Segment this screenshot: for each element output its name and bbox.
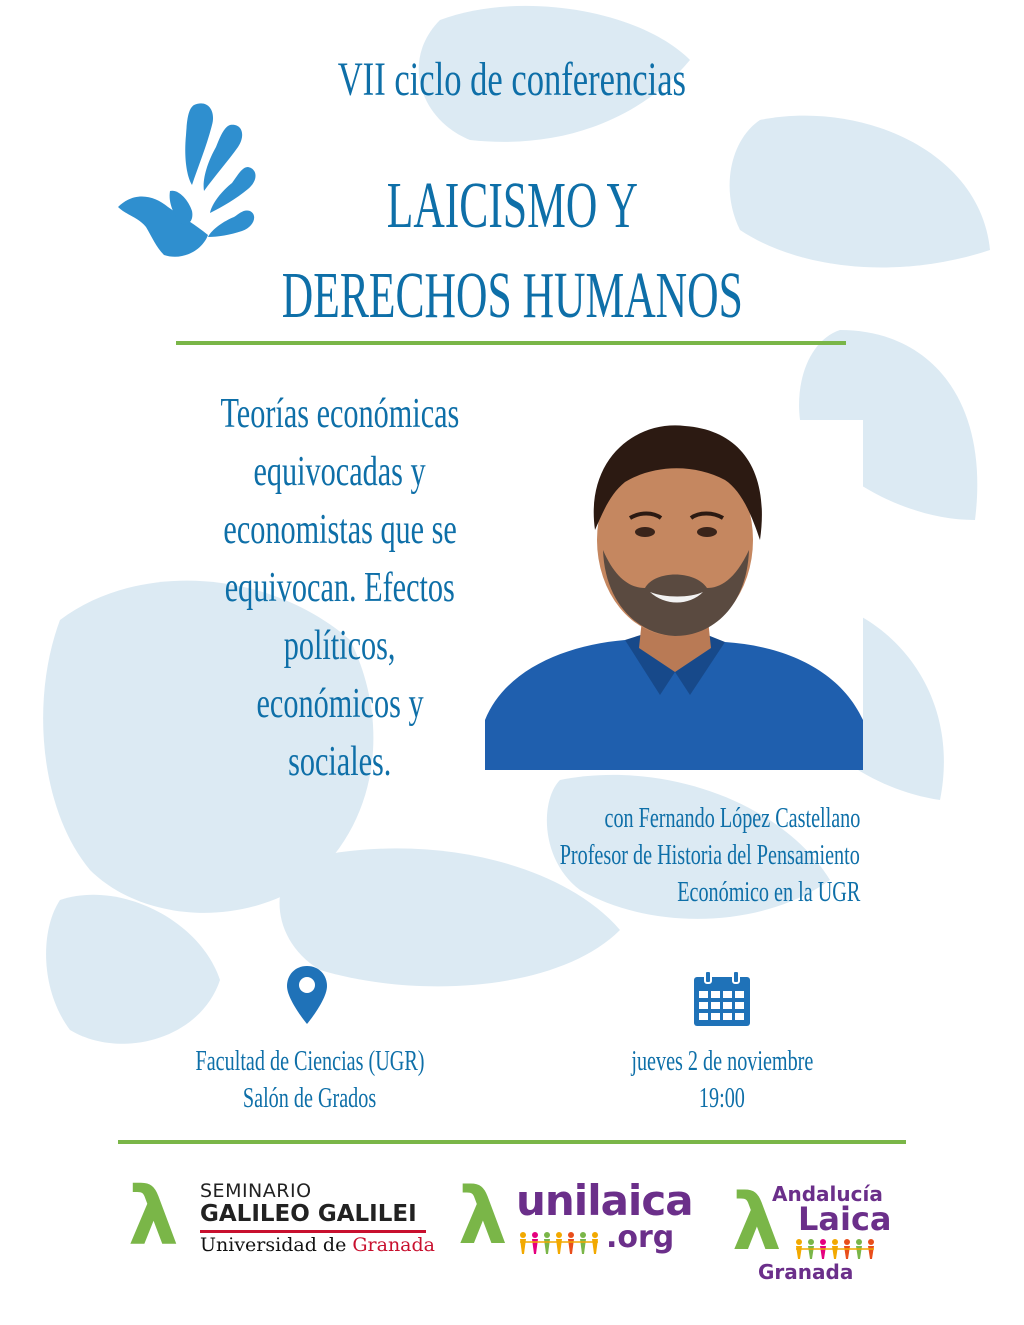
lambda-icon: λ [732, 1178, 782, 1268]
logo-galileo-line3: Universidad de Granada [200, 1234, 436, 1256]
talk-title-line: económicos y [256, 681, 424, 727]
date-info [552, 1043, 892, 1117]
people-chain-icon [794, 1238, 876, 1260]
talk-title-line: equivocan. Efectos [224, 565, 456, 611]
main-title-line2: DERECHOS HUMANOS [281, 259, 743, 332]
logo-seminario-galileo [128, 1170, 438, 1266]
lambda-icon: λ [458, 1172, 508, 1262]
logo-unilaica-name: unilaica [516, 1176, 693, 1225]
divider-bottom [118, 1140, 906, 1144]
time-line: 19:00 [699, 1083, 745, 1114]
speaker-photo [485, 420, 863, 770]
logo-unilaica-tld: .org [606, 1220, 675, 1255]
logo-andalucia-line3: Granada [758, 1260, 854, 1284]
logo-andalucia-laica [732, 1180, 892, 1290]
venue-info [140, 1043, 480, 1117]
speaker-affiliation: Económico en la UGR [676, 877, 860, 908]
talk-title-line: Teorías económicas [220, 391, 460, 437]
date-line: jueves 2 de noviembre [631, 1046, 813, 1077]
venue-line: Facultad de Ciencias (UGR) [195, 1046, 425, 1077]
venue-room: Salón de Grados [243, 1083, 377, 1114]
speaker-info [443, 800, 860, 911]
talk-title-line: equivocadas y [253, 449, 427, 495]
calendar-icon [693, 971, 751, 1027]
logo-unilaica [458, 1172, 698, 1266]
logo-andalucia-line1: Andalucía [772, 1182, 883, 1206]
divider-top [176, 341, 846, 345]
logo-andalucia-line2: Laica [798, 1200, 892, 1238]
talk-title-line: políticos, [284, 623, 396, 669]
logo-galileo-line2: GALILEO GALILEI [200, 1201, 417, 1227]
speaker-name: con Fernando López Castellano [604, 803, 860, 834]
location-pin-icon [287, 966, 327, 1024]
talk-title-line: economistas que se [223, 507, 457, 553]
cycle-title: VII ciclo de conferencias [337, 53, 687, 106]
talk-title-line: sociales. [288, 739, 392, 785]
main-title-line1: LAICISMO Y [386, 169, 638, 242]
logo-galileo-rule [200, 1230, 426, 1233]
speaker-role: Profesor de Historia del Pensamiento [559, 840, 860, 871]
people-chain-icon [518, 1230, 608, 1256]
lambda-icon: λ [128, 1170, 179, 1263]
logo-galileo-line1: SEMINARIO [200, 1180, 312, 1202]
